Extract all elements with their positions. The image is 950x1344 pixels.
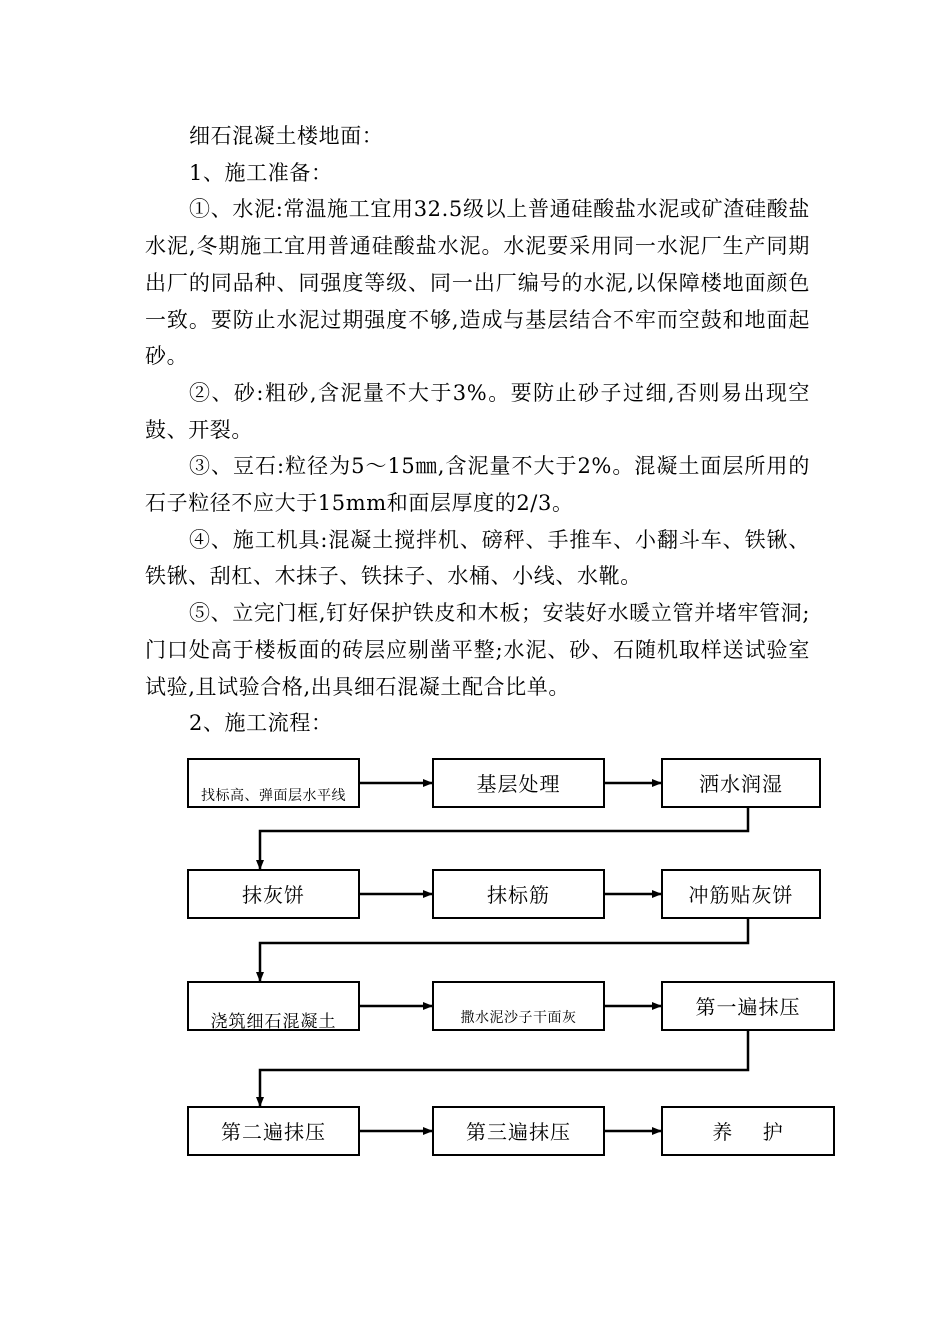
step-label: 撒水泥沙子干面灰 [460, 1010, 577, 1026]
connector-row2-row3 [260, 919, 748, 981]
step-label: 抹灰饼 [242, 883, 305, 907]
step-box-level-marking [187, 758, 360, 808]
step-box-base-treatment [432, 758, 605, 808]
connector-row1-row2 [260, 808, 748, 869]
step-box-water-wetting [661, 758, 821, 808]
paragraph-machinery: ④、施工机具:混凝土搅拌机、磅秤、手推车、小翻斗车、铁锹、铁锹、刮杠、木抹子、铁抹子、水桶、小线、水靴。 [145, 527, 810, 589]
step-box-dry-cement-sand [432, 981, 605, 1031]
paragraph-sand: ②、砂:粗砂,含泥量不大于3%。要防止砂子过细,否则易出现空鼓、开裂。 [145, 380, 810, 442]
step-label: 抹标筋 [487, 883, 550, 907]
step-label: 养 护 [712, 1120, 784, 1144]
step-label: 第二遍抹压 [221, 1120, 326, 1144]
section-title-preparation: 1、施工准备： [189, 160, 333, 185]
step-label: 基层处理 [476, 772, 561, 796]
paragraph-cement: ①、水泥:常温施工宜用32.5级以上普通硅酸盐水泥或矿渣硅酸盐水泥,冬期施工宜用普通硅酸盐水泥。水泥要采用同一水泥厂生产同期出厂的同品种、同强度等级、同一出厂编号的水泥,以保障楼地面颜色一致。要防止水泥过期强度不够,造成与基层结合不牢而空鼓和地面起砂。 [145, 197, 810, 369]
paragraph-site-preparation: ⑤、立完门框,钉好保护铁皮和木板；安装好水暖立管并堵牢管洞;门口处高于楼板面的砖层应剔凿平整;水泥、砂、石随机取样送试验室试验,且试验合格,出具细石混凝土配合比单。 [145, 601, 810, 699]
step-label: 找标高、弹面层水平线 [201, 788, 346, 804]
step-label: 浇筑细石混凝土 [210, 1012, 337, 1032]
step-label: 第三遍抹压 [466, 1120, 571, 1144]
step-box-first-troweling [661, 981, 835, 1031]
document-heading: 细石混凝土楼地面： [189, 124, 384, 148]
step-label: 洒水润湿 [699, 772, 783, 796]
connector-row3-row4 [260, 1031, 748, 1106]
step-label: 冲筋贴灰饼 [688, 883, 794, 907]
section-title-process: 2、施工流程： [189, 711, 333, 736]
step-box-plaster-cakes [187, 869, 360, 919]
step-box-pour-concrete [187, 981, 360, 1031]
step-box-second-troweling [187, 1106, 360, 1156]
step-box-third-troweling [432, 1106, 605, 1156]
step-label: 第一遍抹压 [695, 995, 801, 1019]
step-box-ribs-and-cakes [661, 869, 821, 919]
step-box-curing [661, 1106, 835, 1156]
paragraph-pea-gravel: ③、豆石:粒径为5～15㎜,含泥量不大于2%。混凝土面层所用的石子粒径不应大于15mm和面层厚度的2/3。 [145, 454, 810, 516]
step-box-screed-strips [432, 869, 605, 919]
